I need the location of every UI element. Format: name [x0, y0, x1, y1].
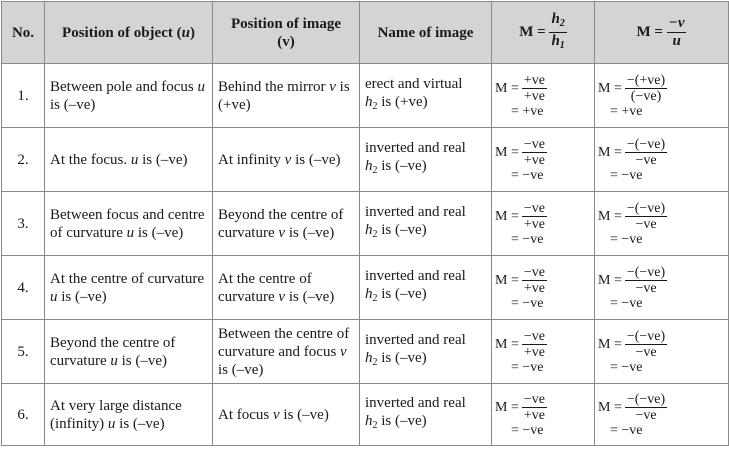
m2-numerator: −(+ve): [626, 72, 666, 88]
image-height-sign: $h_2$ is (+ve): [365, 94, 428, 112]
m2-numerator: −(−ve): [626, 328, 666, 344]
row-number: 1.: [2, 64, 45, 128]
m2-denominator: −ve: [635, 152, 657, 168]
m1-result: = −ve: [511, 422, 544, 438]
m1-result: = −ve: [511, 359, 544, 375]
header-row: [2, 2, 729, 64]
object-position-cell: Between pole and focus u is (–ve): [45, 64, 213, 128]
m1-denominator: +ve: [523, 407, 545, 423]
m1-denominator: +ve: [523, 152, 545, 168]
magnification-height-cell: M = $\frac{-ve}{+ve}$ = −ve: [492, 256, 595, 320]
table-row: [2, 256, 729, 320]
m2-numerator: −(−ve): [626, 200, 666, 216]
magnification-distance-cell: M = $\frac{-(-ve)}{-ve}$ = −ve: [595, 384, 729, 446]
m1-result: = −ve: [511, 231, 544, 247]
header-m-height-ratio: M = $\frac{h_2}{h_1}$: [492, 2, 595, 64]
magnification-distance-cell: M = $\frac{-(-ve)}{-ve}$ = −ve: [595, 192, 729, 256]
object-position-cell: At the centre of curvature u is (–ve): [45, 256, 213, 320]
magnification-distance-cell: M = $\frac{-(-ve)}{-ve}$ = −ve: [595, 256, 729, 320]
image-position-cell: Behind the mirror v is (+ve): [213, 64, 360, 128]
m2-denominator: (−ve): [630, 88, 662, 104]
image-height-sign: $h_2$ is (–ve): [365, 413, 427, 431]
image-position-cell: At the centre of curvature v is (–ve): [213, 256, 360, 320]
image-name-cell: [360, 384, 492, 446]
mirror-image-table: [1, 1, 729, 446]
image-nature: inverted and real: [365, 268, 466, 284]
image-height-sign: $h_2$ is (–ve): [365, 286, 427, 304]
object-position-cell: At very large distance (infinity) u is (–ve): [45, 384, 213, 446]
m2-result: = +ve: [610, 103, 643, 119]
m1-numerator: −ve: [523, 136, 545, 152]
m2-result: = −ve: [610, 422, 643, 438]
m1-numerator: −ve: [523, 264, 545, 280]
magnification-distance-cell: M = $\frac{-(-ve)}{-ve}$ = −ve: [595, 128, 729, 192]
m1-numerator: +ve: [523, 72, 545, 88]
header-m1-denominator: $h_1$: [551, 33, 565, 51]
table-row: [2, 64, 729, 128]
table-row: [2, 384, 729, 446]
m1-result: = −ve: [511, 295, 544, 311]
row-number: 4.: [2, 256, 45, 320]
m1-numerator: −ve: [523, 328, 545, 344]
m2-result: = −ve: [610, 295, 643, 311]
header-no: No.: [2, 2, 45, 64]
m1-denominator: +ve: [523, 344, 545, 360]
m2-numerator: −(−ve): [626, 264, 666, 280]
m1-denominator: +ve: [523, 88, 545, 104]
image-position-cell: At focus v is (–ve): [213, 384, 360, 446]
table-row: [2, 192, 729, 256]
m1-denominator: +ve: [523, 216, 545, 232]
m2-denominator: −ve: [635, 407, 657, 423]
m2-numerator: −(−ve): [626, 136, 666, 152]
m2-result: = −ve: [610, 167, 643, 183]
magnification-distance-cell: M = $\frac{-(+ve)}{(-ve)}$ = +ve: [595, 64, 729, 128]
object-position-cell: Between focus and centre of curvature u is (–ve): [45, 192, 213, 256]
image-name-cell: [360, 320, 492, 384]
header-image-name: Name of image: [360, 2, 492, 64]
row-number: 3.: [2, 192, 45, 256]
image-height-sign: $h_2$ is (–ve): [365, 350, 427, 368]
image-nature: inverted and real: [365, 395, 466, 411]
magnification-height-cell: M = $\frac{-ve}{+ve}$ = −ve: [492, 128, 595, 192]
magnification-height-cell: M = $\frac{-ve}{+ve}$ = −ve: [492, 192, 595, 256]
image-position-cell: Between the centre of curvature and focus v is (–ve): [213, 320, 360, 384]
row-number: 2.: [2, 128, 45, 192]
table-row: [2, 128, 729, 192]
m2-result: = −ve: [610, 359, 643, 375]
header-m1-numerator: $h_2$: [549, 11, 566, 33]
image-position-cell: At infinity v is (–ve): [213, 128, 360, 192]
header-m2-numerator: −v: [668, 15, 685, 31]
header-image-position: Position of image (v): [213, 2, 360, 64]
image-position-cell: Beyond the centre of curvature v is (–ve): [213, 192, 360, 256]
image-nature: erect and virtual: [365, 76, 463, 92]
table-row: [2, 320, 729, 384]
header-m-distance-ratio: M = $\frac{-v}{u}$: [595, 2, 729, 64]
image-nature: inverted and real: [365, 332, 466, 348]
image-height-sign: $h_2$ is (–ve): [365, 158, 427, 176]
object-position-cell: At the focus. u is (–ve): [45, 128, 213, 192]
image-height-sign: $h_2$ is (–ve): [365, 222, 427, 240]
m1-denominator: +ve: [523, 280, 545, 296]
image-nature: inverted and real: [365, 204, 466, 220]
image-name-cell: [360, 64, 492, 128]
header-image-var: (v): [277, 33, 295, 50]
magnification-height-cell: M = $\frac{+ve}{+ve}$ = +ve: [492, 64, 595, 128]
magnification-distance-cell: M = $\frac{-(-ve)}{-ve}$ = −ve: [595, 320, 729, 384]
m2-denominator: −ve: [635, 344, 657, 360]
m1-result: = +ve: [511, 103, 544, 119]
row-number: 5.: [2, 320, 45, 384]
m1-numerator: −ve: [523, 391, 545, 407]
m1-numerator: −ve: [523, 200, 545, 216]
row-number: 6.: [2, 384, 45, 446]
m2-numerator: −(−ve): [626, 391, 666, 407]
object-position-cell: Beyond the centre of curvature u is (–ve): [45, 320, 213, 384]
m2-result: = −ve: [610, 231, 643, 247]
image-name-cell: [360, 192, 492, 256]
magnification-height-cell: M = $\frac{-ve}{+ve}$ = −ve: [492, 320, 595, 384]
magnification-height-cell: M = $\frac{-ve}{+ve}$ = −ve: [492, 384, 595, 446]
m2-denominator: −ve: [635, 280, 657, 296]
header-object-position: Position of object (u): [45, 2, 213, 64]
image-name-cell: [360, 128, 492, 192]
m2-denominator: −ve: [635, 216, 657, 232]
image-nature: inverted and real: [365, 140, 466, 156]
m1-result: = −ve: [511, 167, 544, 183]
header-m2-denominator: u: [672, 33, 681, 49]
image-name-cell: [360, 256, 492, 320]
